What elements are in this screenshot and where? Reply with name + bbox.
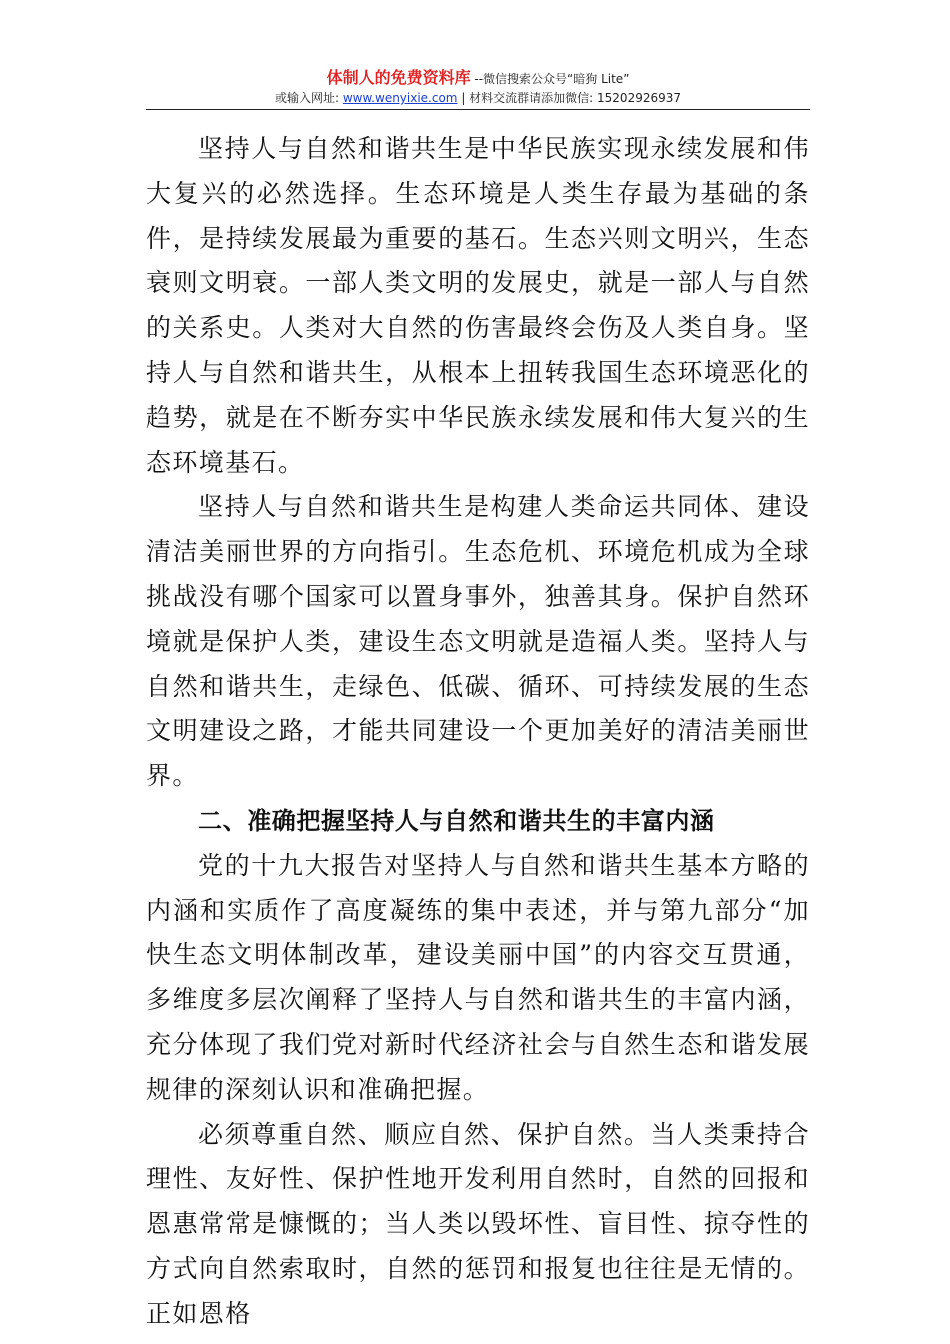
header-line-2 bbox=[146, 89, 810, 107]
header-line-1 bbox=[146, 68, 810, 89]
paragraph: 党的十九大报告对坚持人与自然和谐共生基本方略的内涵和实质作了高度凝练的集中表述，并与第九部分“加快生态文明体制改革，建设美丽中国”的内容交互贯通，多维度多层次阐释了坚持人与自然和谐共生的丰富内涵，充分体现了我们党对新时代经济社会与自然生态和谐发展规律的深刻认识和准确把握。 bbox=[146, 850, 810, 1104]
paragraph: 坚持人与自然和谐共生是构建人类命运共同体、建设清洁美丽世界的方向指引。生态危机、环境危机成为全球挑战没有哪个国家可以置身事外，独善其身。保护自然环境就是保护人类，建设生态文明就是造福人类。坚持人与自然和谐共生，走绿色、低碳、循环、可持续发展的生态文明建设之路，才能共同建设一个更加美好的清洁美丽世界。 bbox=[146, 492, 810, 791]
header-tagline: --微信搜索公众号“暗狗 Lite” bbox=[470, 72, 630, 86]
header-url-prefix: 或输入网址: bbox=[274, 91, 343, 105]
document-body bbox=[146, 127, 810, 1337]
header-divider bbox=[146, 109, 810, 110]
header-url-link[interactable]: www.wenyixie.com bbox=[342, 91, 458, 105]
section-heading: 二、准确把握坚持人与自然和谐共生的丰富内涵 bbox=[198, 806, 715, 835]
header-brand: 体制人的免费资料库 bbox=[326, 68, 471, 87]
paragraph: 必须尊重自然、顺应自然、保护自然。当人类秉持合理性、友好性、保护性地开发利用自然时，自然的回报和恩惠常常是慷慨的；当人类以毁坏性、盲目性、掠夺性的方式向自然索取时，自然的惩罚和报复也往往是无情的。正如恩格 bbox=[146, 1119, 810, 1328]
header-contact: | 材料交流群请添加微信: 15202926937 bbox=[457, 91, 682, 105]
page-header bbox=[146, 68, 810, 107]
paragraph: 坚持人与自然和谐共生是中华民族实现永续发展和伟大复兴的必然选择。生态环境是人类生存最为基础的条件，是持续发展最为重要的基石。生态兴则文明兴，生态衰则文明衰。一部人类文明的发展史，就是一部人与自然的关系史。人类对大自然的伤害最终会伤及人类自身。坚持人与自然和谐共生，从根本上扭转我国生态环境恶化的趋势，就是在不断夯实中华民族永续发展和伟大复兴的生态环境基石。 bbox=[146, 134, 810, 477]
